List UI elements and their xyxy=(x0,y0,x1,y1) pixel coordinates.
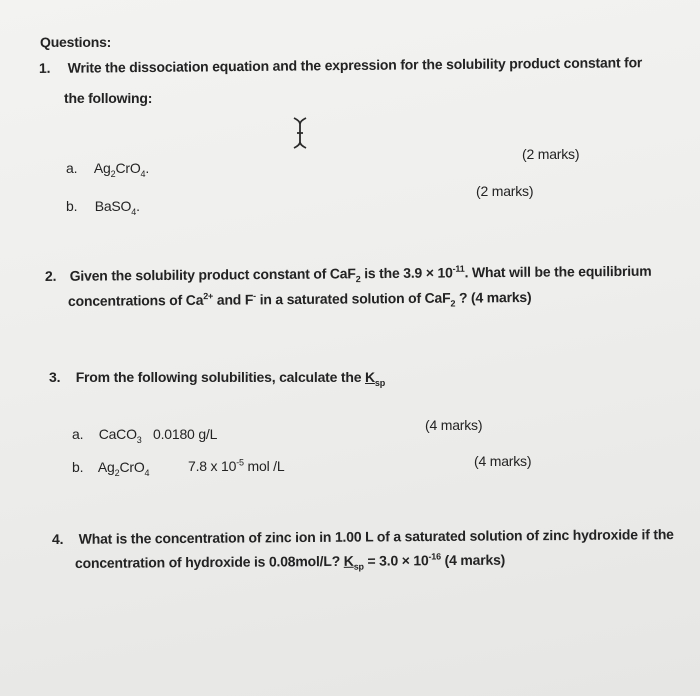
q3b-item: b. $Ag_2CrO_4$ xyxy=(72,459,150,478)
q1b-item: b. BaSO$_4$. xyxy=(66,198,140,217)
q1a-marks: (2 marks) xyxy=(522,146,580,162)
ksp-symbol: $K_{sp}$ xyxy=(343,552,364,572)
q2-number: 2. xyxy=(44,267,57,284)
q3b-value: 7.8 x $10^{-5}$ mol /L xyxy=(188,457,285,474)
q4-line2: concentration of hydroxide is 0.08mol/L? $K_{sp} = 3.0 \times 10^{-16}$ (4 marks) xyxy=(74,551,506,572)
ksp-symbol: $K_{sp}$ xyxy=(365,369,386,388)
q1b-marks: (2 marks) xyxy=(476,183,534,199)
questions-heading: Questions: xyxy=(40,34,112,50)
q3a-item: a. CaCO$_3$ 0.0180 g/L xyxy=(72,426,218,445)
q3a-marks: (4 marks) xyxy=(425,417,483,433)
q3b-marks: (4 marks) xyxy=(474,453,532,469)
q4-number: 4. xyxy=(51,530,64,547)
q2-line2: concentrations of $Ca^{2+}$ and F- in a saturated solution of CaF$_2$ ? (4 marks) xyxy=(67,288,532,309)
q3-number: 3. xyxy=(49,369,61,385)
q2-line1: 2. Given the solubility product constant of CaF$_2$ is the $3.9 \times 10^{-11}$. What will be the equilibrium xyxy=(44,262,652,285)
q1-line2: the following: xyxy=(64,90,153,106)
q1a-item: a. $Ag_2CrO_4$. xyxy=(66,160,150,179)
q3-line: 3. From the following solubilities, calculate the $K_{sp}$ xyxy=(49,369,386,388)
q4-line1: 4. What is the concentration of zinc ion in 1.00 L of a saturated solution of zinc hydroxide if the xyxy=(51,526,674,547)
q1-line1: 1. Write the dissociation equation and the expression for the solubility product constant for xyxy=(38,54,643,76)
text-cursor-icon xyxy=(291,116,309,150)
q1-number: 1. xyxy=(38,59,51,76)
